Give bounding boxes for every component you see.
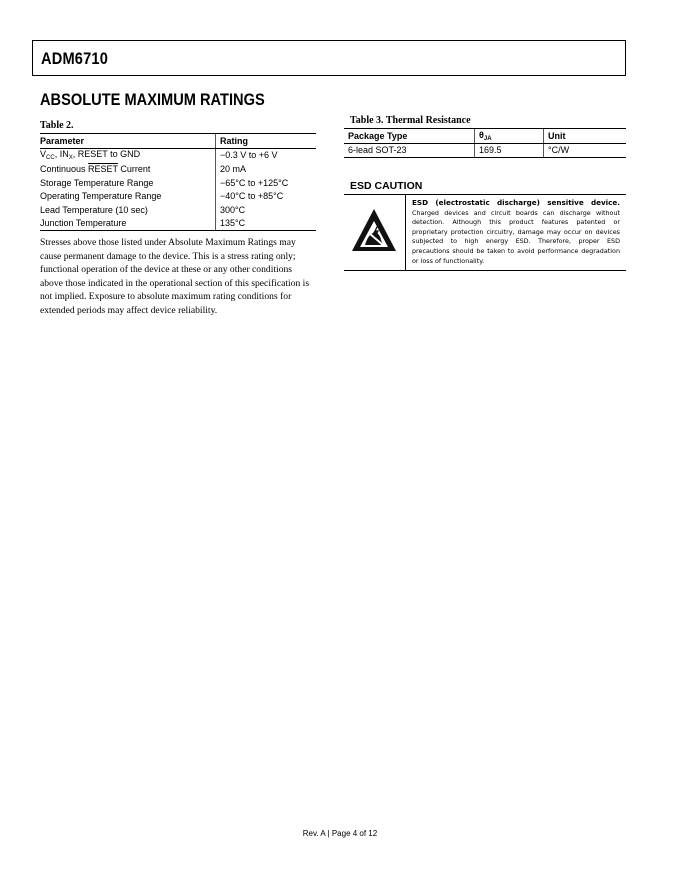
table-row xyxy=(40,217,316,231)
table-cell-rating: −40°C to +85°C xyxy=(216,189,317,203)
text-segment: , xyxy=(72,149,78,160)
text-segment: to GND xyxy=(107,149,141,160)
column-header-package: Package Type xyxy=(344,129,475,144)
table-cell-parameter xyxy=(40,162,216,176)
table-row xyxy=(40,162,316,176)
column-header-parameter: Parameter xyxy=(40,134,216,149)
esd-warning-icon xyxy=(344,195,406,270)
esd-caution-box xyxy=(344,194,626,271)
table-row xyxy=(40,189,316,203)
table-row xyxy=(344,143,626,158)
esd-body-text: Charged devices and circuit boards can discharge without detection. Although this product features patented or proprietary protection circuitry, damage may occur on devices subjected to high energy ESD. Therefore, proper ESD precautions should be taken to avoid performance degradation or loss of functionality. xyxy=(412,208,620,265)
table-cell-theta: 169.5 xyxy=(475,143,544,158)
document-header xyxy=(32,40,626,76)
subscript: CC xyxy=(46,155,55,162)
table-cell-rating: −65°C to +125°C xyxy=(216,176,317,190)
text-segment: Continuous xyxy=(40,163,89,174)
theta-symbol: θ xyxy=(479,129,484,140)
table-header-row xyxy=(344,129,626,144)
table-row xyxy=(40,148,316,162)
page-footer: Rev. A | Page 4 of 12 xyxy=(302,829,378,838)
table-cell-rating: 300°C xyxy=(216,203,317,217)
esd-caution-title: ESD CAUTION xyxy=(350,180,423,192)
subscript: X xyxy=(68,155,73,162)
table3-caption: Table 3. Thermal Resistance xyxy=(350,115,471,126)
overlined-signal: RESET xyxy=(77,149,108,160)
table-cell-parameter: Lead Temperature (10 sec) xyxy=(40,204,148,215)
absolute-max-ratings-table xyxy=(40,133,316,231)
thermal-resistance-table xyxy=(344,128,626,158)
column-header-rating: Rating xyxy=(216,134,317,149)
table-cell-unit: °C/W xyxy=(544,143,627,158)
section-title: ABSOLUTE MAXIMUM RATINGS xyxy=(40,90,265,109)
table-cell-rating: 20 mA xyxy=(216,162,317,176)
esd-bold-lead: ESD (electrostatic discharge) sensitive device. xyxy=(412,198,620,207)
column-header-unit: Unit xyxy=(544,129,627,144)
table-cell-rating: −0.3 V to +6 V xyxy=(216,148,317,162)
table-header-row xyxy=(40,134,316,149)
table2-caption: Table 2. xyxy=(40,120,74,131)
column-header-theta xyxy=(475,129,544,144)
text-segment: Current xyxy=(117,163,151,174)
table-cell-rating: 135°C xyxy=(216,217,317,231)
table-cell-package: 6-lead SOT-23 xyxy=(344,143,475,158)
table-row xyxy=(40,203,316,217)
text-segment: , IN xyxy=(54,149,69,160)
table-cell-parameter: Storage Temperature Range xyxy=(40,177,154,188)
table-cell-parameter: Operating Temperature Range xyxy=(40,191,162,202)
part-number-title: ADM6710 xyxy=(41,49,109,68)
subscript: JA xyxy=(483,135,492,142)
esd-caution-text xyxy=(412,198,620,266)
table-cell-parameter: Junction Temperature xyxy=(40,217,216,231)
text-segment: V xyxy=(40,149,47,160)
stress-notice-paragraph: Stresses above those listed under Absolute Maximum Ratings may cause permanent damage to the device. This is a stress rating only; functional operation of the device at these or any other conditions above those indicated in the operational section of this specification is not implied. Exposure to absolute maximum rating conditions for extended periods may affect device reliability. xyxy=(40,237,310,316)
esd-triangle-icon xyxy=(350,207,398,255)
table-row xyxy=(40,176,316,190)
table-cell-parameter xyxy=(40,148,216,162)
overlined-signal: RESET xyxy=(88,163,118,174)
